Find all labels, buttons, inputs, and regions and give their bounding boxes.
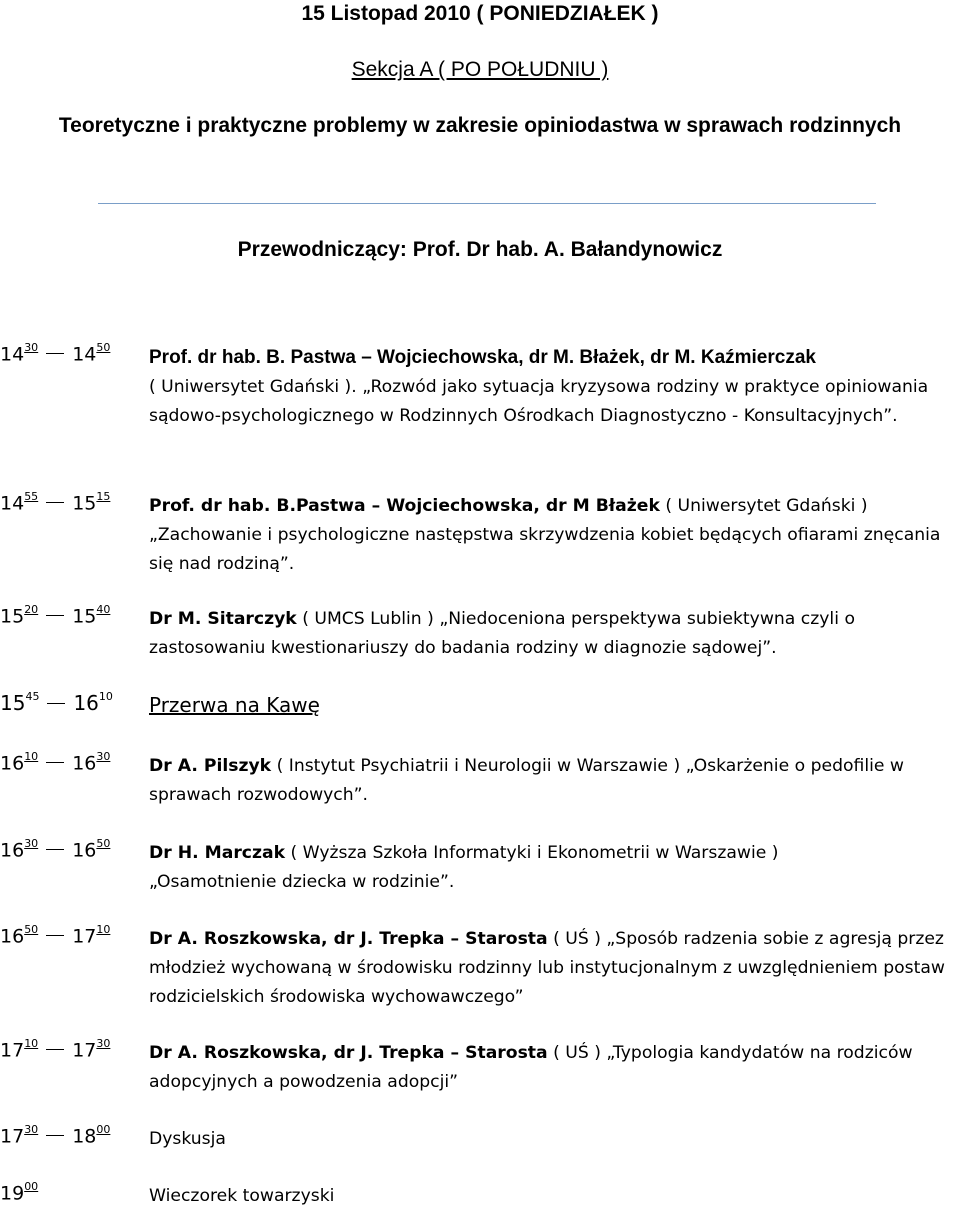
time-start: $19^{00}$	[0, 1180, 39, 1205]
speakers: Dr A. Roszkowska, dr J. Trepka – Starosta	[149, 929, 548, 949]
time-range: $16^{10}$ $16^{30}$	[0, 750, 111, 775]
talk-title: „Sposób radzenia sobie z agresją przez młodzież wychowaną w środowisku rodzinny lub instytucjonalnym z uwzględnieniem postaw rodzicielskich środowiska wychowawczego”	[149, 929, 945, 1007]
evening-details	[149, 1182, 959, 1211]
affiliation: ( Instytut Psychiatrii i Neurologii w Warszawie )	[276, 756, 681, 776]
divider-line	[98, 203, 876, 204]
talk-details	[149, 343, 959, 431]
break-label: Przerwa na Kawę	[149, 693, 320, 717]
talk-details	[149, 752, 959, 810]
talk-details	[149, 925, 959, 1012]
talk-details	[149, 605, 959, 663]
speakers: Dr A. Roszkowska, dr J. Trepka – Starosta	[149, 1043, 548, 1063]
time-range: $16^{30}$ $16^{50}$	[0, 837, 111, 862]
speakers: Dr M. Sitarczyk	[149, 609, 297, 629]
speakers: Prof. dr hab. B. Pastwa – Wojciechowska, dr M. Błażek, dr M. Kaźmierczak	[149, 347, 816, 368]
affiliation: ( Wyższa Szkoła Informatyki i Ekonometrii w Warszawie )	[290, 843, 779, 863]
affiliation: ( Uniwersytet Gdański )	[665, 496, 868, 516]
discussion-label: Dyskusja	[149, 1129, 226, 1149]
talk-title: „Typologia kandydatów na rodziców adopcyjnych a powodzenia adopcji”	[149, 1043, 913, 1092]
speakers: Dr A. Pilszyk	[149, 756, 272, 776]
evening-label: Wieczorek towarzyski	[149, 1186, 335, 1206]
time-range: $15^{20}$ $15^{40}$	[0, 603, 111, 628]
talk-title: „Osamotnienie dziecka w rodzinie”.	[149, 872, 455, 892]
talk-title: „Oskarżenie o pedofilie w sprawach rozwodowych”.	[149, 756, 904, 805]
break-details	[149, 691, 959, 722]
speakers: Prof. dr hab. B.Pastwa – Wojciechowska, dr M Błażek	[149, 496, 660, 516]
talk-details	[149, 839, 959, 897]
affiliation: ( UŚ )	[553, 1043, 601, 1063]
affiliation: ( UMCS Lublin )	[302, 609, 434, 629]
time-range: $16^{50}$ $17^{10}$	[0, 923, 111, 948]
time-range: $17^{30}$ $18^{00}$	[0, 1123, 111, 1148]
session-topic: Teoretyczne i praktyczne problemy w zakresie opiniodastwa w sprawach rodzinnych	[58, 114, 902, 137]
section-name: Sekcja A ( PO POŁUDNIU )	[351, 58, 609, 81]
time-range: $14^{30}$ $14^{50}$	[0, 341, 111, 366]
speakers: Dr H. Marczak	[149, 843, 286, 863]
talk-title: „Zachowanie i psychologiczne następstwa skrzywdzenia kobiet będących ofiarami znęcania się nad rodziną”.	[149, 525, 941, 574]
page-title: 15 Listopad 2010 ( PONIEDZIAŁEK )	[301, 2, 659, 25]
discussion-details	[149, 1125, 959, 1154]
time-range: $17^{10}$ $17^{30}$	[0, 1037, 111, 1062]
session-chair: Przewodniczący: Prof. Dr hab. A. Bałandynowicz	[237, 238, 723, 261]
time-range: $14^{55}$ $15^{15}$	[0, 490, 111, 515]
time-range: $15^{45}$ $16^{10}$	[0, 690, 113, 715]
affiliation: ( Uniwersytet Gdański ).	[149, 377, 357, 397]
talk-details	[149, 1039, 959, 1097]
talk-details	[149, 492, 959, 579]
affiliation: ( UŚ )	[553, 929, 601, 949]
talk-title: „Niedoceniona perspektywa subiektywna czyli o zastosowaniu kwestionariuszy do badania rodziny w diagnozie sądowej”.	[149, 609, 855, 658]
talk-title: „Rozwód jako sytuacja kryzysowa rodziny w praktyce opiniowania sądowo-psychologicznego w Rodzinnych Ośrodkach Diagnostyczno - Konsultacyjnych”.	[149, 377, 929, 426]
